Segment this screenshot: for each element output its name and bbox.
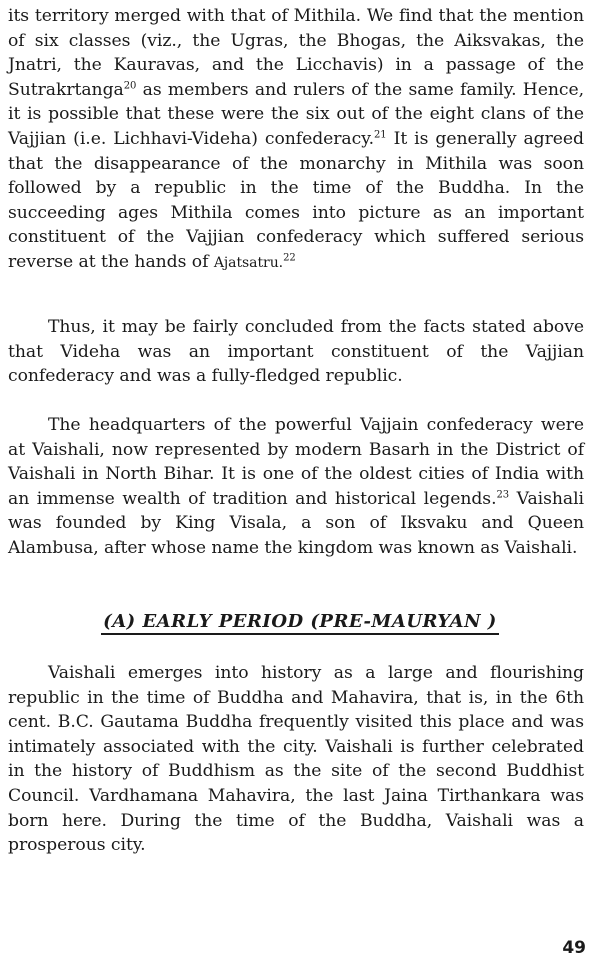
paragraph-vaishali-headquarters — [8, 413, 584, 561]
footnote-ref-21: 21 — [374, 129, 387, 141]
paragraph-mithila — [8, 4, 584, 276]
paragraph-text: as members and rulers of the same family. Hence, it is possible that these were the six out of the eight clans of the Vajjian (i.e. Lichhavi-Videha) confederacy. — [8, 79, 584, 149]
footnote-ref-23: 23 — [496, 489, 510, 501]
page-number: 49 — [562, 938, 586, 958]
paragraph-text: Vaishali was founded by King Visala, a son of Iksvaku and Queen Alambusa, after whose name the kingdom was known as Vaishali. — [8, 488, 584, 558]
paragraph-conclusion: Thus, it may be fairly concluded from the facts stated above that Videha was an important constituent of the Vajjian confederacy and was a fully-fledged republic. — [8, 317, 584, 387]
paragraph-text: its territory merged with that of Mithila. We find that the mention of six classes (viz., the Ugras, the Bhogas, the Aiksvakas, the Jnatri, the Kauravas, and the Licchavis) in a passage of the Sutrakrtanga — [8, 6, 584, 100]
section-heading — [0, 611, 600, 635]
section-heading-text: (A) EARLY PERIOD (PRE-MAURYAN ) — [101, 611, 499, 635]
paragraph-early-period: Vaishali emerges into history as a large and flourishing republic in the time of Buddha and Mahavira, that is, in the 6th cent. B.C. Gautama Buddha frequently visited this place and was intimately associated with the city. Vaishali is further celebrated in the history of Buddhism as the site of the second Buddhist Council. Vardhamana Mahavira, the last Jaina Tirthankara was born here. During the time of the Buddha, Vaishali was a prosperous city. — [8, 663, 584, 856]
paragraph-text: It is generally agreed that the disappearance of the monarchy in Mithila was soon followed by a republic in the time of the Buddha. In the succeeding ages Mithila comes into picture as an important constituent of the Vajjian confederacy which suffered serious reverse at the hands of — [8, 128, 584, 272]
paragraph-text: The headquarters of the powerful Vajjain confederacy were at Vaishali, now represented by modern Basarh in the District of Vaishali in North Bihar. It is one of the oldest cities of India with an immense wealth of tradition and historical legends. — [8, 415, 584, 509]
footnote-ref-22: 22 — [283, 252, 296, 264]
footnote-ref-20: 20 — [123, 80, 137, 92]
paragraph-text: Ajatsatru. — [213, 254, 284, 271]
